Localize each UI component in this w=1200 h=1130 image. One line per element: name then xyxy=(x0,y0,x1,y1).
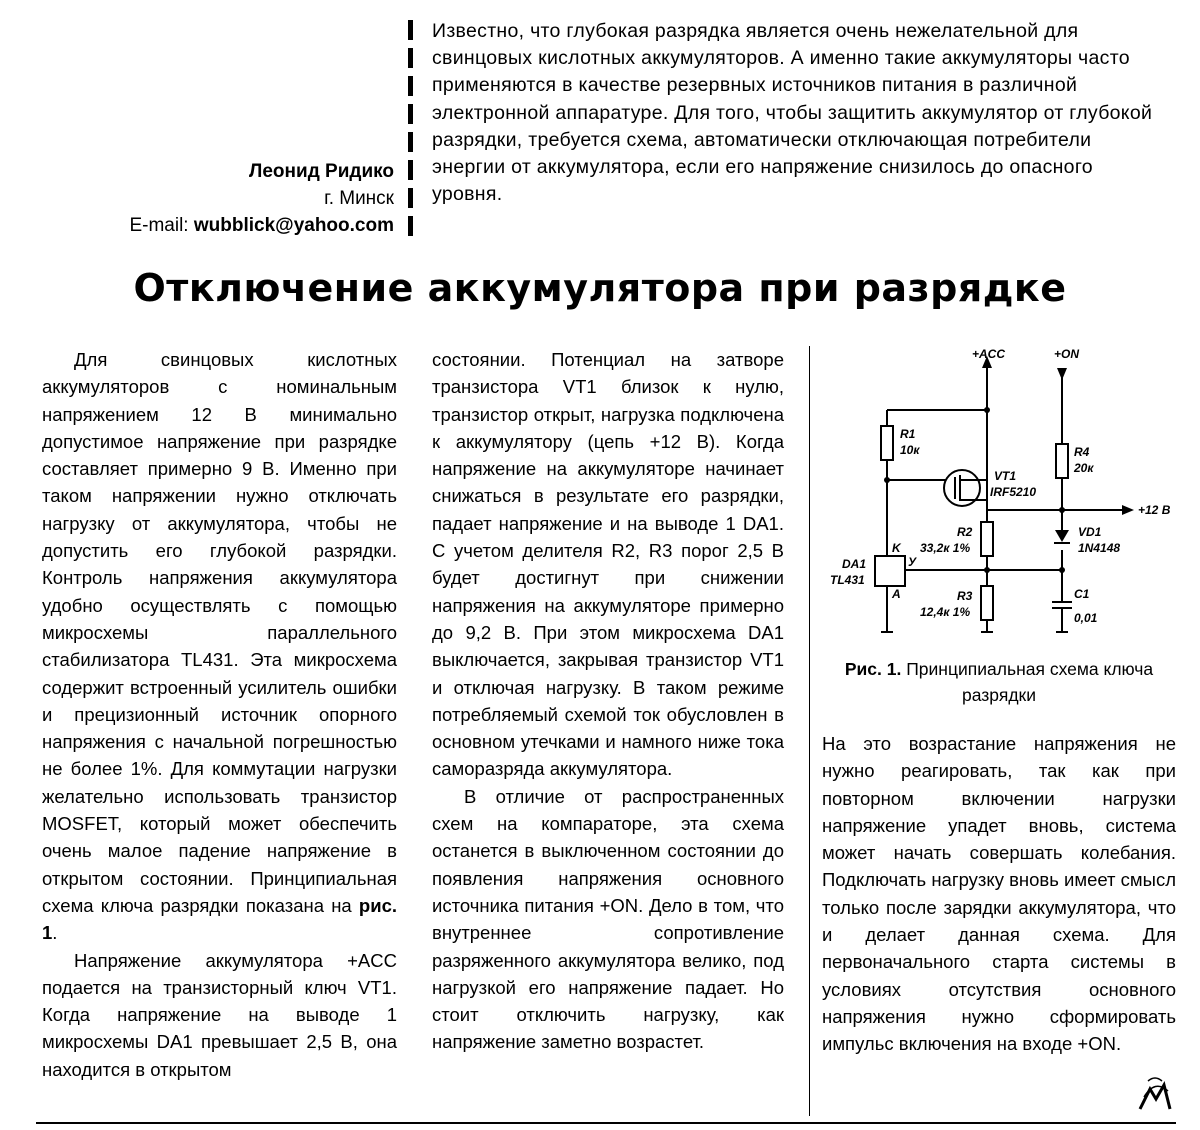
label-r1-value: 10к xyxy=(900,443,920,457)
bottom-rule xyxy=(36,1122,1176,1124)
label-c1: C1 xyxy=(1074,587,1090,601)
label-pin-a: A xyxy=(892,587,901,601)
paragraph xyxy=(42,346,397,947)
magazine-logo-icon xyxy=(1134,1075,1176,1115)
label-r3-value: 12,4к 1% xyxy=(920,605,971,619)
email-label: E-mail: xyxy=(129,215,189,236)
author-city: г. Минск xyxy=(324,188,394,209)
label-da1: DA1 xyxy=(842,557,867,571)
circuit-schematic xyxy=(822,340,1182,650)
abstract-bar xyxy=(408,20,416,235)
label-r2: R2 xyxy=(957,525,973,539)
label-r3: R3 xyxy=(957,589,973,603)
label-r1: R1 xyxy=(900,427,916,441)
paragraph: На это возрастание напряжения не нужно реагировать, так как при повторном включении нагрузки напряжение упадет вновь, система может начать совершать колебания. Подключать нагрузку вновь имеет смысл только после зарядки аккумулятора, что и делает данная схема. Для первоначального старта системы в условиях отсутствия основного напряжения нужно сформировать импульс включения на входе +ON. xyxy=(822,733,1176,1055)
label-vt1: VT1 xyxy=(994,469,1017,483)
paragraph-end: . xyxy=(52,922,58,944)
caption-text: Принципиальная схема ключа разрядки xyxy=(906,659,1154,705)
author-block xyxy=(129,158,394,239)
label-on: +ON xyxy=(1054,347,1080,361)
column-3 xyxy=(822,730,1176,1058)
author-name: Леонид Ридико xyxy=(249,161,394,182)
label-vd1-value: 1N4148 xyxy=(1078,541,1121,555)
label-pin-y: У xyxy=(908,555,917,569)
label-r2-value: 33,2к 1% xyxy=(920,541,971,555)
abstract-text: Известно, что глубокая разрядка является очень нежелательной для свинцовых кислотных аккумуляторов. А именно такие аккумуляторы часто применяются в качестве резервных источников питания в различной электронной аппаратуре. Для того, чтобы защитить аккумулятор от глубокой разрядки, требуется схема, автоматически отключающая потребители энергии от аккумулятора, если его напряжение снизилось до опасного уровня. xyxy=(432,20,1153,206)
column-2 xyxy=(432,346,784,1056)
email-address[interactable]: wubblick@yahoo.com xyxy=(193,215,394,236)
label-pin-k: K xyxy=(892,541,901,555)
label-out: +12 В xyxy=(1138,503,1171,517)
column-divider xyxy=(809,346,810,1116)
figure-caption xyxy=(822,656,1176,708)
label-da1-value: TL431 xyxy=(830,573,865,587)
label-acc: +ACC xyxy=(972,347,1006,361)
author-email-line xyxy=(129,212,394,239)
label-r4: R4 xyxy=(1074,445,1090,459)
figure-reference: рис. 1 xyxy=(42,894,397,944)
paragraph: состоянии. Потенциал на затворе транзистора VT1 близок к нулю, транзистор открыт, нагрузка подключена к аккумулятору (цепь +12 В). Когда напряжение на аккумуляторе начинает снижаться в результате его разрядки, падает напряжение и на выводе 1 DA1. С учетом делителя R2, R3 порог 2,5 В будет достигнут при снижении напряжения на аккумуляторе примерно до 9,2 В. При этом микросхема DA1 выключается, закрывая транзистор VT1 и отключая нагрузку. В таком режиме потребляемый схемой ток обусловлен в основном утечками и намного ниже тока саморазряда аккумулятора. xyxy=(432,349,784,780)
paragraph: Напряжение аккумулятора +ACC подается на транзисторный ключ VT1. Когда напряжение на выводе 1 микросхемы DA1 превышает 2,5 В, она находится в открытом xyxy=(42,949,397,1080)
article-title: Отключение аккумулятора при разрядке xyxy=(133,266,1067,310)
paragraph: В отличие от распространенных схем на компараторе, эта схема останется в выключенном состоянии до появления напряжения основного источника питания +ON. Дело в том, что внутреннее сопротивление разряженного аккумулятора велико, под нагрузкой его напряжение падает. Но стоит отключить нагрузку, как напряжение заметно возрастет. xyxy=(432,785,784,1053)
label-c1-value: 0,01 xyxy=(1074,611,1098,625)
label-r4-value: 20к xyxy=(1074,461,1094,475)
caption-label: Рис. 1. xyxy=(844,659,902,679)
label-vd1: VD1 xyxy=(1078,525,1102,539)
abstract xyxy=(432,18,1162,208)
label-vt1-value: IRF5210 xyxy=(990,485,1037,499)
column-1 xyxy=(42,346,397,1083)
paragraph-text: Для свинцовых кислотных аккумуляторов с номинальным напряжением 12 В минимально допустимое напряжение при разрядке составляет примерно 9 В. Именно при таком напряжении нужно отключать нагрузку от аккумулятора, чтобы не допустить его глубокой разрядки. Контроль напряжения аккумулятора удобно осуществлять с помощью микросхемы параллельного стабилизатора TL431. Эта микросхема содержит встроенный усилитель ошибки и прецизионный источник опорного напряжения с начальной погрешностью не более 1%. Для коммутации нагрузки желательно использовать транзистор MOSFET, который может обеспечить очень малое падение напряжение в открытом состоянии. Принципиальная схема ключа разрядки показана на xyxy=(42,349,397,916)
